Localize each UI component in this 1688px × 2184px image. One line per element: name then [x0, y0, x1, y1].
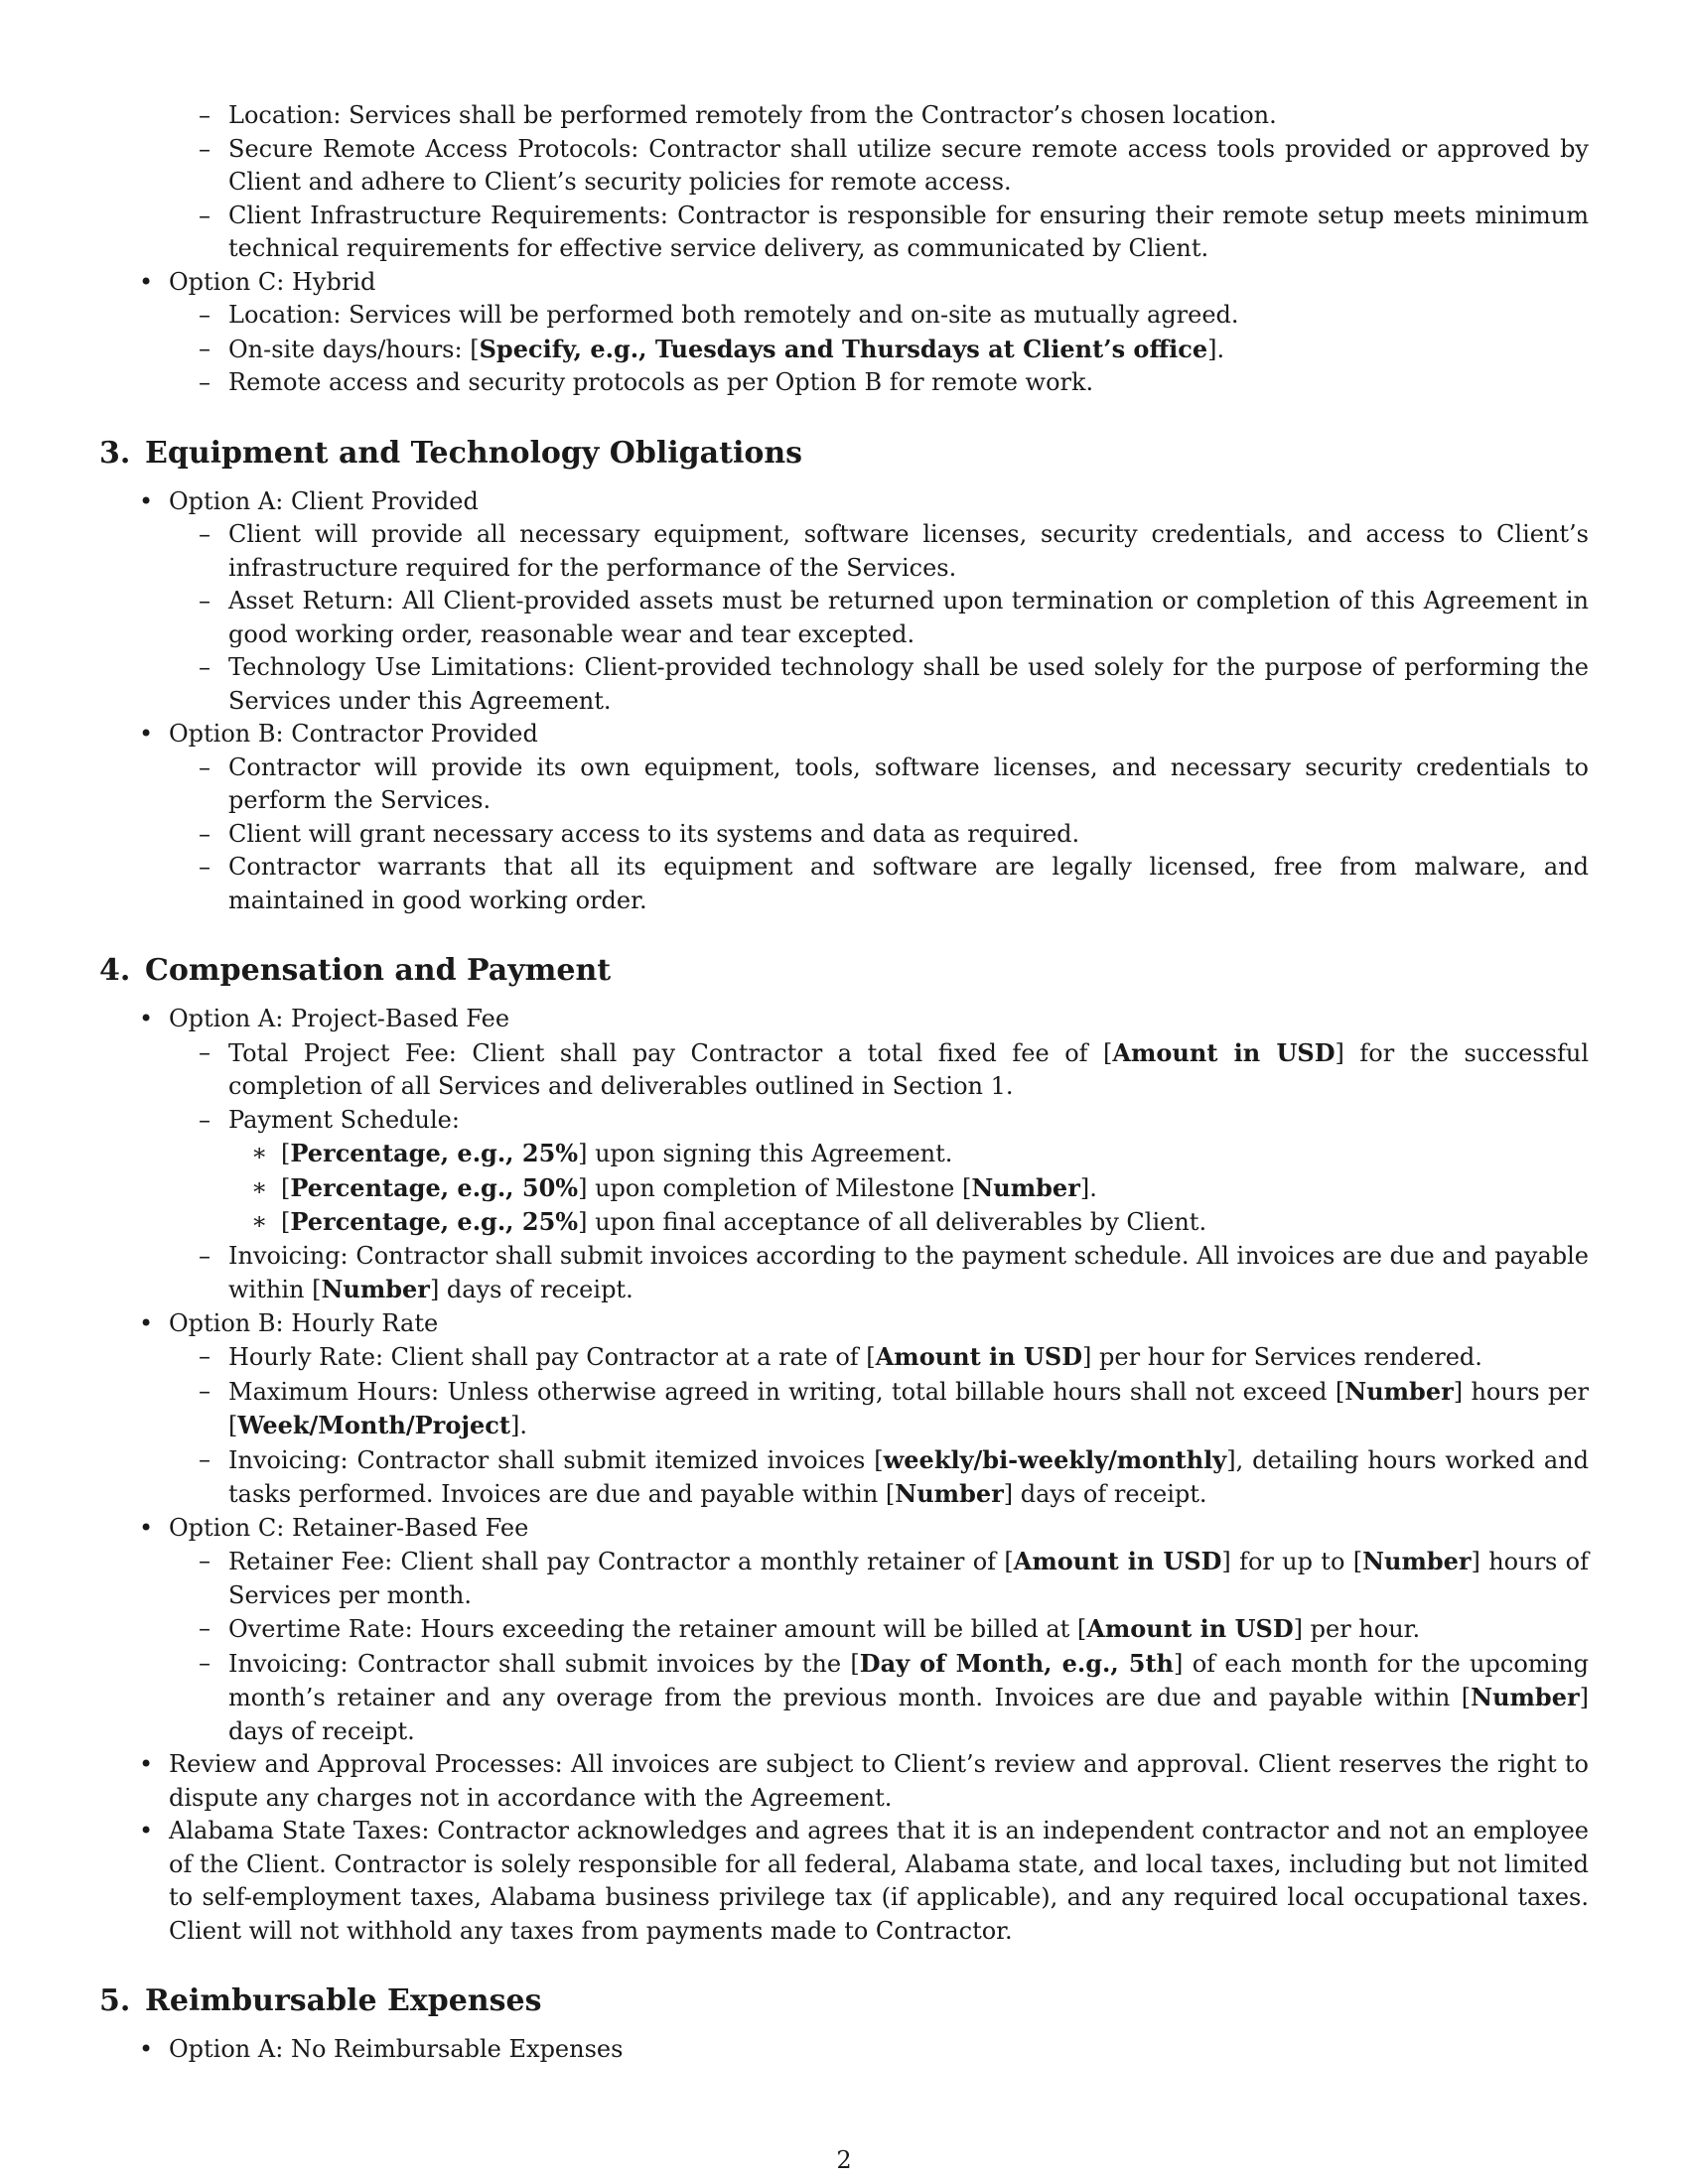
list-item: – Client will grant necessary access to its systems and data as required. — [99, 818, 1589, 852]
section-heading: 4. Compensation and Payment — [99, 953, 612, 988]
list-item: – Maximum Hours: Unless otherwise agreed in writing, total billable hours shall not exceed [Number] hours per [Week/Month/Project]. — [99, 1375, 1589, 1443]
section-heading: 3. Equipment and Technology Obligations — [99, 435, 803, 471]
schedule-item: ∗ [Percentage, e.g., 25%] upon final acceptance of all deliverables by Client. — [99, 1205, 1589, 1240]
list-item: – Asset Return: All Client-provided assets must be returned upon termination or completion of this Agreement in good working order, reasonable wear and tear excepted. — [99, 585, 1589, 651]
document-page — [99, 99, 1589, 2067]
option-label: • Option B: Contractor Provided — [99, 718, 1589, 751]
list-item: – On-site days/hours: [Specify, e.g., Tuesdays and Thursdays at Client’s office]. — [99, 333, 1589, 367]
option-label: • Option B: Hourly Rate — [99, 1307, 1589, 1341]
option-label: • Option A: Client Provided — [99, 485, 1589, 519]
option-label: • Option C: Hybrid — [99, 266, 1589, 300]
schedule-item: ∗ [Percentage, e.g., 50%] upon completion of Milestone [Number]. — [99, 1171, 1589, 1206]
option-label: • Option A: No Reimbursable Expenses — [99, 2033, 1589, 2067]
list-item: – Secure Remote Access Protocols: Contractor shall utilize secure remote access tools provided or approved by Client and adhere to Client’s security policies for remote access. — [99, 133, 1589, 200]
list-item: – Remote access and security protocols as per Option B for remote work. — [99, 366, 1589, 400]
page-number: 2 — [836, 2146, 852, 2174]
list-item: – Invoicing: Contractor shall submit invoices according to the payment schedule. All invoices are due and payable within [Number] days of receipt. — [99, 1240, 1589, 1307]
list-item: – Total Project Fee: Client shall pay Contractor a total fixed fee of [Amount in USD] for the successful completion of all Services and deliverables outlined in Section 1. — [99, 1036, 1589, 1104]
list-item: – Hourly Rate: Client shall pay Contractor at a rate of [Amount in USD] per hour for Services rendered. — [99, 1340, 1589, 1375]
list-item: – Retainer Fee: Client shall pay Contractor a monthly retainer of [Amount in USD] for up to [Number] hours of Services per month. — [99, 1545, 1589, 1612]
list-item: – Location: Services shall be performed remotely from the Contractor’s chosen location. — [99, 99, 1589, 133]
list-item: – Client Infrastructure Requirements: Contractor is responsible for ensuring their remote setup meets minimum technical requirements for effective service delivery, as communicated by Client. — [99, 200, 1589, 266]
list-item: • Review and Approval Processes: All invoices are subject to Client’s review and approval. Client reserves the right to dispute any charges not in accordance with the Agreement. — [99, 1748, 1589, 1815]
list-item: – Invoicing: Contractor shall submit itemized invoices [weekly/bi-weekly/monthly], detailing hours worked and tasks performed. Invoices are due and payable within [Number] days of receipt. — [99, 1443, 1589, 1512]
list-item: • Alabama State Taxes: Contractor acknowledges and agrees that it is an independent contractor and not an employee of the Client. Contractor is solely responsible for all federal, Alabama state, and local taxes, including but not limited to self-employment taxes, Alabama business privilege tax (if applicable), and any required local occupational taxes. Client will not withhold any taxes from payments made to Contractor. — [99, 1815, 1589, 1948]
list-item: – Contractor will provide its own equipment, tools, software licenses, and necessary security credentials to perform the Services. — [99, 751, 1589, 818]
option-label: • Option C: Retainer-Based Fee — [99, 1512, 1589, 1546]
list-item: – Client will provide all necessary equipment, software licenses, security credentials, and access to Client’s infrastructure required for the performance of the Services. — [99, 518, 1589, 585]
list-item: – Payment Schedule: — [99, 1104, 1589, 1138]
list-item: – Location: Services will be performed both remotely and on-site as mutually agreed. — [99, 299, 1589, 333]
schedule-item: ∗ [Percentage, e.g., 25%] upon signing this Agreement. — [99, 1137, 1589, 1171]
list-item: – Overtime Rate: Hours exceeding the retainer amount will be billed at [Amount in USD] per hour. — [99, 1612, 1589, 1647]
list-item: – Technology Use Limitations: Client-provided technology shall be used solely for the purpose of performing the Services under this Agreement. — [99, 651, 1589, 718]
section-heading: 5. Reimbursable Expenses — [99, 1983, 542, 2018]
option-label: • Option A: Project-Based Fee — [99, 1003, 1589, 1036]
list-item: – Contractor warrants that all its equipment and software are legally licensed, free from malware, and maintained in good working order. — [99, 851, 1589, 917]
list-item: – Invoicing: Contractor shall submit invoices by the [Day of Month, e.g., 5th] of each month for the upcoming month’s retainer and any overage from the previous month. Invoices are due and payable within [Number] days of receipt. — [99, 1647, 1589, 1749]
